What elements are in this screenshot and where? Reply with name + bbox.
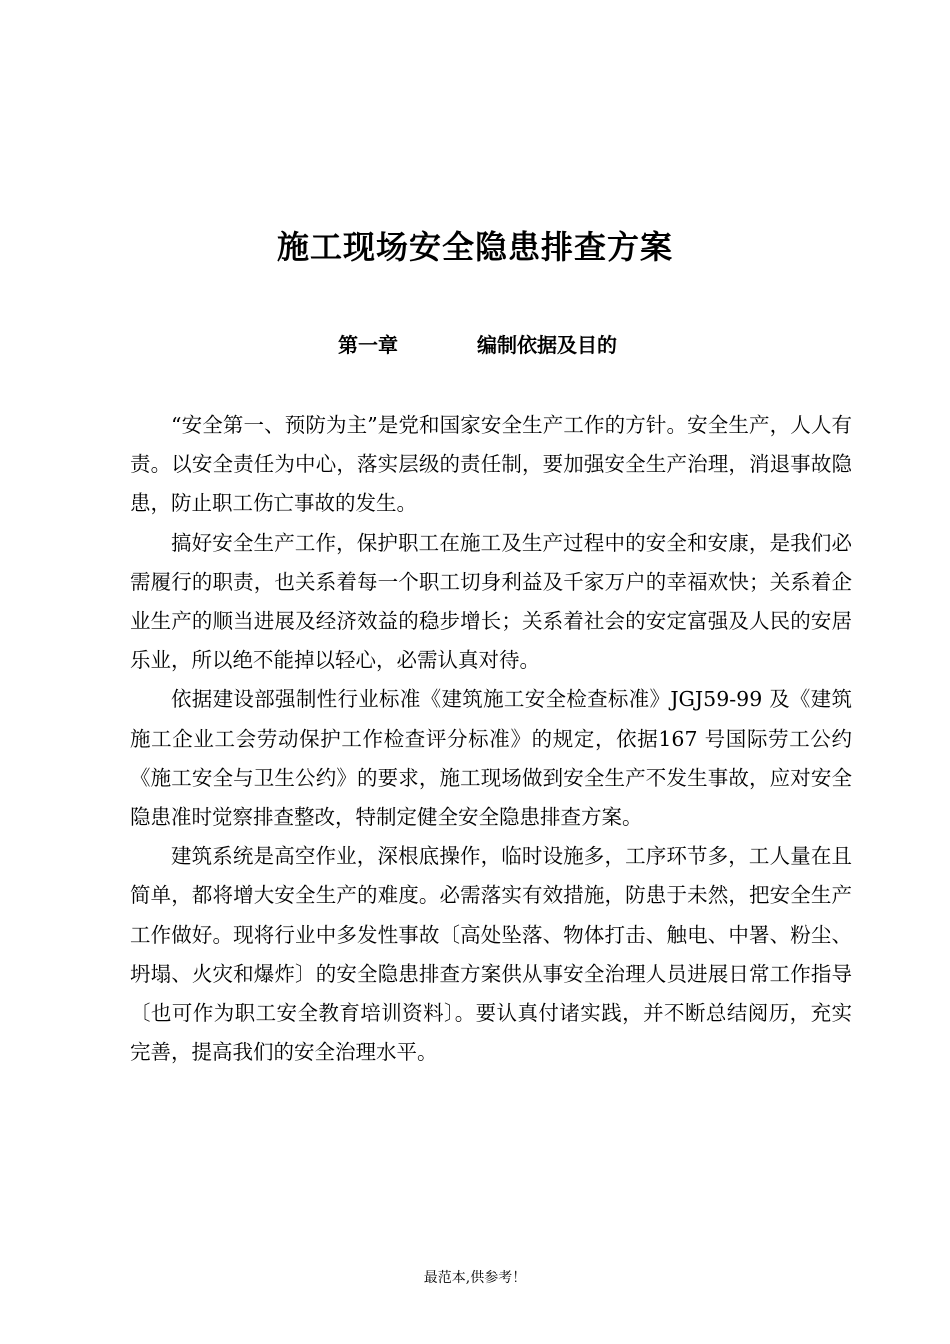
paragraph-3: 依据建设部强制性行业标准《建筑施工安全检查标准》JGJ59-99 及《建筑施工企业工会劳动保护工作检查评分标准》的规定，依据167 号国际劳工公约《施工安全与卫生公约》的要求，施工现场做到安全生产不发生事故，应对安全隐患准时觉察排查整改，特制定健全安全隐患排查方案。 — [130, 687, 852, 830]
paragraph-4: 建筑系统是高空作业，深根底操作，临时设施多，工序环节多，工人量在且简单，都将增大安全生产的难度。必需落实有效措施，防患于未然，把安全生产工作做好。现将行业中多发性事故〔高处坠落、物体打击、触电、中署、粉尘、坍塌、火灾和爆炸〕的安全隐患排查方案供从事安全治理人员进展日常工作指导〔也可作为职工安全教育培训资料〕。要认真付诸实践，并不断总结阅历，充实完善，提高我们的安全治理水平。 — [130, 844, 852, 1065]
chapter-number: 第一章 — [338, 333, 398, 357]
chapter-title: 编制依据及目的 — [477, 333, 617, 357]
document-body — [130, 406, 852, 1072]
document-title: 施工现场安全隐患排查方案 — [276, 228, 673, 266]
paragraph-1: “安全第一、预防为主”是党和国家安全生产工作的方针。安全生产，人人有责。以安全责任为中心，落实层级的责任制，要加强安全生产治理，消退事故隐患，防止职工伤亡事故的发生。 — [130, 413, 852, 516]
chapter-heading — [0, 330, 950, 360]
paragraph-2: 搞好安全生产工作，保护职工在施工及生产过程中的安全和安康，是我们必需履行的职责，也关系着每一个职工切身利益及千家万户的幸福欢快；关系着企业生产的顺当进展及经济效益的稳步增长；关系着社会的安定富强及人民的安居乐业，所以绝不能掉以轻心，必需认真对待。 — [130, 530, 852, 673]
page-footer: 最范本,供参考！ — [423, 1270, 527, 1286]
